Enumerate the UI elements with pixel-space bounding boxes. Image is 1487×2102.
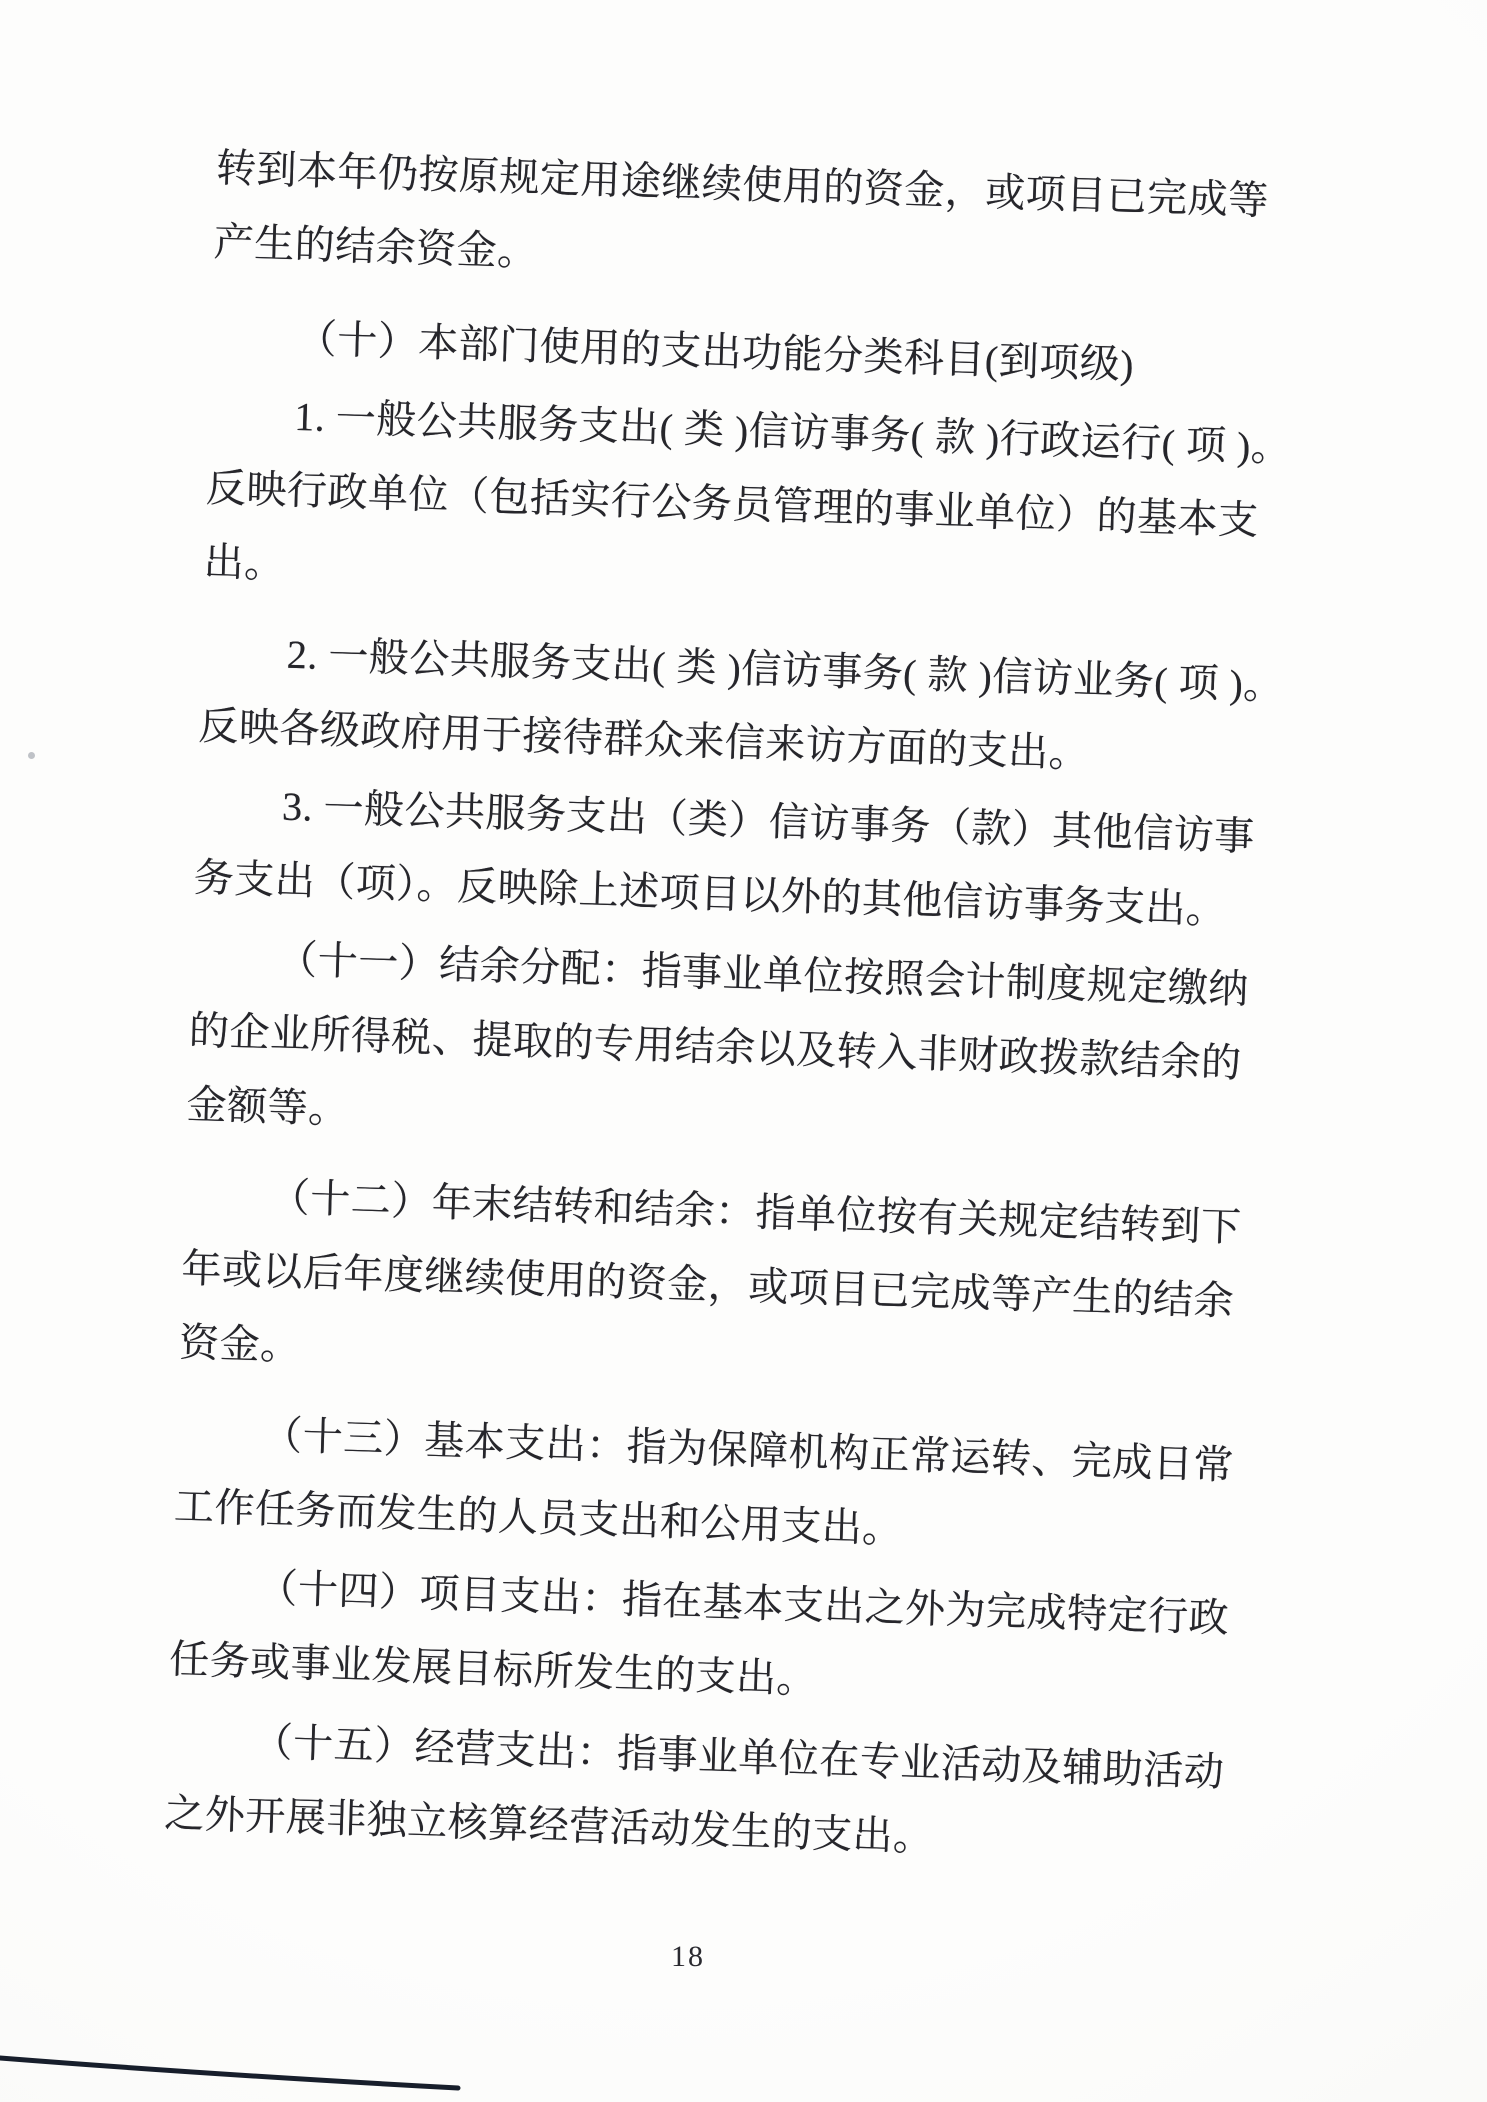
text-line: 产生的结余资金。 (213, 219, 539, 275)
text-line: （十二）年末结转和结余：指单位按有关规定结转到下 (269, 1174, 1243, 1251)
text-line: 年或以后年度继续使用的资金，或项目已完成等产生的结余 (180, 1245, 1235, 1324)
text-line: 3. 一般公共服务支出（类）信访事务（款）其他信访事 (281, 783, 1256, 860)
paragraph-item-15 (163, 1703, 1257, 1885)
scan-artifact-line (0, 2042, 1487, 2102)
text-line: （十）本部门使用的支出功能分类科目(到项级) (296, 315, 1135, 388)
paragraph-item-11 (186, 920, 1282, 1176)
document-text-block (163, 131, 1306, 1884)
text-line: 的企业所得税、提取的专用结余以及转入非财政拨款结余的 (188, 1007, 1243, 1086)
text-line: 资金。 (178, 1319, 302, 1369)
text-line: 之外开展非独立核算经营活动发生的支出。 (163, 1790, 935, 1860)
page-number: 18 (671, 1940, 705, 1973)
paragraph-item-10-3 (193, 767, 1287, 949)
scan-artifact-dot (28, 752, 35, 759)
text-line: 反映各级政府用于接待群众来信来访方面的支出。 (197, 703, 1090, 776)
text-line: 工作任务而发生的人员支出和公用支出。 (173, 1483, 904, 1552)
text-line: 金额等。 (185, 1081, 350, 1132)
paragraph-item-10-2 (197, 615, 1291, 797)
text-line: 任务或事业发展目标所发生的支出。 (168, 1636, 818, 1702)
text-line: （十四）项目支出：指在基本支出之外为完成特定行政 (256, 1565, 1230, 1641)
text-line: 2. 一般公共服务支出( 类 )信访事务( 款 )信访业务( 项 )。 (286, 631, 1285, 709)
text-line: 转到本年仍按原规定用途继续使用的资金，或项目已完成等 (215, 145, 1270, 224)
text-line: （十一）结余分配：指事业单位按照会计制度规定缴纳 (276, 936, 1250, 1013)
paragraph-item-12 (178, 1158, 1274, 1414)
paragraph-carryover (213, 131, 1307, 313)
paragraph-item-14 (168, 1549, 1262, 1731)
text-line: 出。 (203, 539, 286, 587)
text-line: （十三）基本支出：指为保障机构正常运转、完成日常 (261, 1412, 1235, 1488)
text-line: 1. 一般公共服务支出( 类 )信访事务( 款 )行政运行( 项 )。 (293, 393, 1293, 471)
paragraph-item-10-1 (203, 377, 1299, 633)
text-line: 务支出（项）。反映除上述项目以外的其他信访事务支出。 (193, 854, 1228, 933)
text-line: 反映行政单位（包括实行公务员管理的事业单位）的基本支 (205, 465, 1260, 544)
paragraph-item-13 (173, 1396, 1267, 1578)
text-line: （十五）经营支出：指事业单位在专业活动及辅助活动 (252, 1719, 1225, 1795)
